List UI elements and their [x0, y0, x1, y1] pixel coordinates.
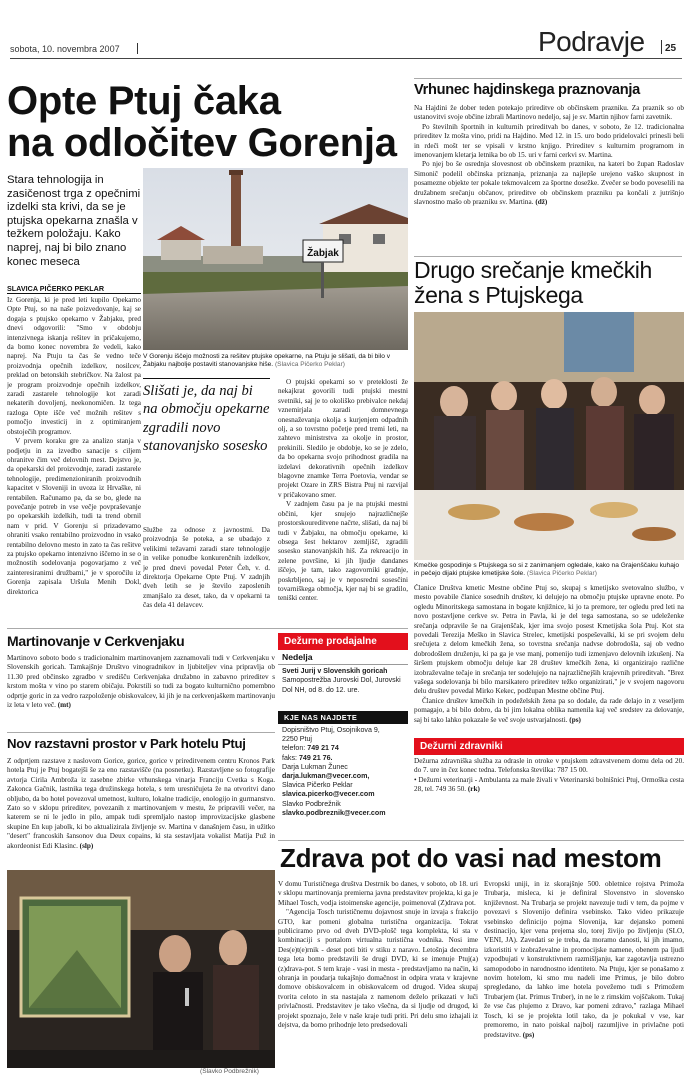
header-separator-2: [661, 40, 662, 54]
martinovanje-author-tag: (mt): [57, 701, 71, 710]
kje-address2: 2250 Ptuj: [282, 735, 312, 744]
razstava-author-tag: (slp): [79, 841, 94, 850]
razstava-rule: [7, 732, 275, 733]
vrhunec-title: Vrhunec hajdinskega praznovanja: [414, 82, 640, 98]
vrhunec-rule: [414, 78, 682, 79]
drugo-body: [414, 584, 684, 734]
dezurne-shop-name: Sveti Jurij v Slovenskih goricah: [282, 668, 388, 675]
martinovanje-text-span: Martinovo soboto bodo s tradicionalnim martinovanjem zaznamovali tudi v Cerkvenjaku v Slovenskih goricah. Tamkajšnje Društvo vinogradnikov in ljubiteljev vina pripravlja ob 11.30 pred občinsko zgradbo v središču Cerkvenjaka družabno in zabavno prireditev s krstom mošta v vino po starem običaju. Pokrstili so tudi za bogato kulturnično pomembno odprtje goric in za vedro razpoloženje obiskovalcev, ki jih je na cerkvenjaškem martinovanju iz leta v leto več.: [7, 654, 275, 710]
kje-email3[interactable]: slavko.podbreznik@vecer.com: [282, 808, 386, 817]
martinovanje-text: [7, 654, 275, 710]
zdrava-rule: [278, 840, 684, 841]
author-rule: [7, 293, 141, 294]
drugo-p1: Članice Društva kmetic Mestne občine Ptuj so, skupaj s kmetijsko svetovalno službo, v mesto povabile članice sosednih društev, ki delujejo na območju ptujske upravne enote. Po ogledu Minoritskega samostana in bogate knjižnice, ki jo ta premore, ter ogledu pred leti na novo postavljene cerkve sv. Petra in Pavla, ki je del tega samostana, so se udeleženke srečanja odpravile še na Grajenščak, kjer ima svojo posest Kmetijska šola Ptuj. Kot sta povedali Terezija Meško in Slavica Strelec, kmetijski pospeševalki, ki se pri svojem delu srečujeta z delom kmečkih žena, so tovrstna srečanja nadvse dobrodošla, saj ob vedno dobrodošlem druženju, ki pa ga je vse manj, pomenijo tudi izmenjavo delovnih izkušenj. Na širšem ptujskem območju deluje kar 28 društev kmečkih žena, ki organizirajo različne izobraževalne tečaje in srečanja ter sodelujejo na najrazličnejših krajevnih prireditvah. "Brez vašega sodelovanja bi bilo marsikatero prireditev težko organizirati," je v svojem nagovoru delu društev povedal Mirko Kekec, podžupan Mestne občine Ptuj.: [414, 584, 684, 696]
razstava-photo: [7, 870, 275, 1068]
main-article-lead: Stara tehnologija in zasičenost trga z opečnimi izdelki sta krivi, da se je ptujska opekarna znašla v težkem položaju. Kako naprej, naj bi bilo znano konec meseca: [7, 174, 141, 268]
vrhunec-p1: Na Hajdini že dober teden potekajo prireditve ob občinskem prazniku. Za praznik so ob ustanovitvi svoje občine izbrali Martinovo nedeljo, saj je sv. Martin njihov farni zavetnik.: [414, 104, 684, 122]
kje-fax-row: [282, 754, 408, 763]
dezurni-zdravniki-body: [414, 757, 684, 807]
kje-address1: Dopisništvo Ptuj, Osojnikova 9,: [282, 726, 380, 734]
razstava-body: [7, 757, 275, 867]
page-number: 25: [665, 43, 677, 54]
main-col1-p2: V prvem koraku gre za analizo stanja v podjetju in za izvedbo sanacije s ciljem ohranitve čim več delovnih mest. Dejstvo je, da opekarski del proizvodnje, zaradi zastarele tehnologije, predimenzioniranih proizvodnih kapacitet v Sloveniji in uvoza iz Hrvaške, ni rentabilen. Računamo pa, da se bo, glede na povečanje potreb in vse večje povpraševanje po opekarskih izdelkih, tudi ta trend obrnil nam v prid. V Gorenju si prizadevamo ohraniti vsako rentabilno proizvodno in vsako rentabilno delovno mesto in zato ta čas rešitve za ptujsko opekarno intenzivno iščemo in se o možnostih sodelovanja pogovarjamo z več zainteresiranimi družbami," je v sporočilu iz Gorenja zapisala Uršula Menih Dokl, direktorica: [7, 437, 141, 596]
main-article-col1: [7, 296, 141, 612]
zdrava-title: Zdrava pot do vasi nad mestom: [280, 843, 662, 873]
opekarna-photo-caption: [143, 353, 408, 370]
kje-person2: Slavica Pičerko Peklar: [282, 781, 353, 790]
page-header: [0, 0, 698, 60]
main-col4-p1: O ptujski opekarni so v preteklosti že nekajkrat govorili tudi ptujski mestni svetniki, saj je to okoliško prebivalce nekdaj vznemirjala zaradi domnevnega onesnaževanja okolja s kurjenjem odpadnih olj, a so tovrstno početje pred tremi leti, na zahtevo ministrstva za okolje in prostor, prekinili. Sledilo je obdobje, ko se je zdelo, da bo opekarna svojo prihodnost gradila na izdelavi dekorativnih opečnih izdelkov blagovne znamke Terra Poetovia, vendar se projekt Ozare in ZRS Bistra Ptuj ni razvijal v pričakovano smer.: [278, 378, 408, 499]
razstava-text: [7, 757, 275, 851]
kje-phone-label: telefon:: [282, 744, 306, 753]
main-article-title: [7, 80, 407, 164]
main-title-line1: Opte Ptuj čaka: [7, 80, 281, 123]
vrhunec-author-tag: (dž): [535, 198, 548, 207]
main-article-col3: [143, 526, 270, 616]
opekarna-caption-credit: (Slavica Pičerko Peklar): [274, 361, 345, 369]
drugo-title-line2: žena s Ptujskega: [414, 282, 583, 308]
kje-person1: Darja Lukman Žunec: [282, 762, 348, 771]
main-col1-p1: Iz Gorenja, ki je pred leti kupilo Opekarno Opte Ptuj, so na naše poizvedovanje, kaj se dogaja s ptujsko opekarno v Žabjaku, pred dnevi odgovorili: "Smo v obdobju intenzivnega iskanja rešitev in pričakujemo, da bomo konec novembra že vedeli, kako naprej. Na Ptuju ta čas še vedno teče proizvodnja opečnih izdelkov, nosilcev, preklad on betonskih stebričkov. Na žalost pa je program proizvodnje opečnih izdelkov, zaradi zastarele tehnologije kot zaradi nekaterih dovoljenj, neekonomičen. Iz tega razloga Opte išče več možnih rešitev s pomočjo investicij in z optimiranjem obstoječih programov.: [7, 296, 141, 436]
kje-email2[interactable]: slavica.picerko@vecer.com: [282, 790, 375, 799]
vrhunec-body: [414, 104, 684, 254]
vrhunec-p3: [414, 160, 684, 207]
kmecke-zene-caption: [414, 562, 684, 579]
main-article-author: SLAVICA PIČERKO PEKLAR: [7, 284, 105, 293]
razstava-photo-credit: (Slavko Podbrežnik): [200, 1068, 260, 1075]
kje-email1[interactable]: darja.lukman@vecer.com,: [282, 772, 370, 781]
drugo-author-tag: (ps): [569, 715, 581, 724]
zdrava-author-tag: (ps): [522, 1030, 535, 1039]
kmecke-zene-photo: [414, 312, 684, 560]
dezurne-shop-text: Samopostrežba Jurovski Dol, Jurovski Dol NH, od 8. do 12. ure.: [282, 677, 401, 694]
kje-person3: Slavko Podbrežnik: [282, 799, 341, 808]
razstava-title: Nov razstavni prostor v Park hotelu Ptuj: [7, 736, 246, 751]
zdrava-col1-p2: "Agencija Tosch turističnemu dojavnost snuje in izvaja s frakcijo GTO, kar pomeni globalna turistična organizacija. Tokrat publiciramo prvo od dveh DVD-plošč tega komplekta, ki sta v kombinaciji s portalom virtualna turistična vodnika. Nosi ime Des(e)t(e)rnik - deset poti biti v stiku z naravo. Letošnja decembra tega leta bomo predstavili še drugi DVD, ki se imenuje Ptuj(a) (z)drava-pot. S tem kraje - vasi in mesta - predstavljamo na način, ki ohranja in poudarja tukajšnjo domačnost in odpira vrata v krajevne domove obiskovalcem in obiskovalcem od drugod. Videa skupaj tvorita celoto in sta nastajala z namenom deželo prikazati v luči privlačnosti. Predstavitev je tako všečna, da si ljudje od drugod, ki projekt spoznajo, žele v naše kraje tudi priti. Pri delu smo izhajali iz dejstva, da bomo prihodnje leto predsedovali: [278, 908, 478, 1030]
dezurni-veterinarji-text: [414, 776, 684, 795]
zdrava-col2: [484, 880, 684, 1070]
opekarna-photo: [143, 168, 408, 350]
kje-nas-najdete-body: [282, 726, 408, 818]
kje-phone[interactable]: 749 21 74: [307, 744, 339, 753]
dezurni-veterinarji-span: • Dežurni veterinarji - Ambulanta za male živali v Veterinarski bolnišnici Ptuj, Ormoška cesta 28, tel. 749 36 50.: [414, 775, 684, 794]
kje-fax-label: faks:: [282, 753, 297, 762]
martinovanje-rule: [7, 628, 408, 629]
opekarna-photo-art: [143, 168, 408, 350]
drugo-p2: [414, 697, 684, 725]
dezurne-day-rule: [278, 664, 408, 665]
drugo-p2-text: Članice društev kmečkih in podeželskih žena pa so dodale, da rade delajo in z veseljem pomagajo, a bi bilo dobro, da bi jim lokalna oblika namenila kaj več sredstev za delovanje, saj bi tako lahko pokazale še več svoje ustvarjalnosti.: [414, 696, 684, 724]
zdrava-col1: [278, 880, 478, 1070]
razstava-photo-art: [7, 870, 275, 1068]
kje-nas-najdete-header: KJE NAS NAJDETE: [278, 711, 408, 724]
header-section: Podravje: [538, 26, 645, 57]
zdrava-col2-text: Evropski uniji, in iz skorajšnje 500. obletnice rojstva Primoža Trubarja, misleca, ki je definiral Slovenstvo in slovensko književnost. Na Trubarja se projekt navezuje tudi v tem, da pojme v povezavi s Slovenijo definira vsebinsko. Tako video prikazuje vsebinsko definicijo pojma Slovenija, kar dejansko pomeni destinacijo, kjer vena prejema slo, torej živijo po življenju (SLO, VENI, JA). Zavedati se je treba, da moramo danosti, ki jih imamo, izkoristiti v izobraževalne in promocijske namene, obenem pa ljudi vzpodbujati v konstruktivnem razmišljanju, kar zagotavlja ustrezno samopodobo in narodnostno identiteto. Na Ptuju, kjer se ponašamo z novim hotelom, ki smo mu nadeli ime Primus, je bilo dobro spregledano, da lahko ime hotela povežemo tudi s Primožem Trubarjem (lat. Primus Truber), in ne le z rimskim vojščakom. Tukaj že vse čas plujemo z Dravo, kar pomeni zdravo," razlaga Mihael Tosch, ki se je projekta lotil tako, da je pokukal v vse, kar premoremo, in nato poiskal najbolj razumljive in privlačne poti predstavitve.: [484, 880, 684, 1039]
martinovanje-body: [7, 654, 275, 726]
kje-phone-row: [282, 744, 408, 753]
dezurne-day: Nedelja: [282, 652, 313, 662]
kmecke-caption-text: Kmečke gospodinje s Ptujskega so si z zanimanjem ogledale, kako na Grajenščaku kuhajo in pečejo dijaki ptujske kmetijske šole.: [414, 562, 679, 578]
dezurne-prodajalne-header: Dežurne prodajalne: [278, 633, 408, 650]
drugo-rule: [414, 256, 682, 257]
main-col3-p1: Službe za odnose z javnostmi. Da proizvodnja še poteka, a se ubadajo z velikimi težavami zaradi stare tehnologije in velike ponudbe konkurenčnih izdelkov, je pred dnevi povedal Peter Čeh, v. d. direktorja Opekarne Opte Ptuj. V zadnjih dveh letih se je število zaposlenih zmanjšalo za deset, tako, da v opekarni ta čas dela 41 delavcev.: [143, 526, 270, 610]
kje-fax: 749 21 76.: [298, 753, 333, 762]
drugo-title-line1: Drugo srečanje kmečkih: [414, 258, 652, 283]
dezurne-body: [282, 667, 406, 707]
zabjak-sign-text: Žabjak: [307, 248, 339, 259]
dezurni-zdravniki-header: Dežurni zdravniki: [414, 738, 684, 755]
pull-quote-rule-top: [143, 378, 270, 379]
header-separator: [137, 43, 138, 54]
main-title-line2: na odločitev Gorenja: [7, 121, 397, 164]
kmecke-zene-photo-art: [414, 312, 684, 560]
drugo-title: [414, 258, 684, 308]
vrhunec-p2: Po številnih športnih in kulturnih prireditvah bo danes, v soboto, že 12. tradicionalna prireditev Iz mošta vino, pridi na Hajdino. Med 12. in 15. uro bodo pridelovalci prinesli beli in rdeči mošt ter se vpisali v krstno knjigo. Prireditev s kulturnim programom in imenovanjem kletarja letnika bo ob 15. uri v farni cerkvi sv. Martina.: [414, 122, 684, 160]
kmecke-caption-credit: (Slavica Pičerko Peklar): [526, 570, 597, 578]
pull-quote: Slišati je, da naj bi na območju opekarne zgradili novo stanovanjsko sosesko: [143, 383, 270, 455]
header-rule: [10, 58, 682, 59]
main-col4-p2: V zadnjem času pa je na ptujski mestni občini, kjer snujejo najrazličnejše prostorskoureditvene načrte, slišati, da naj bi tudi v Žabjaku, na območju opekarne, ki obsega šest hektarov zemljišč, zgradili sosesko stanovanjskih hiš. Za rekreacijo in zelene površine, ki jih ljudje dandanes iščejo, je tam, tako zagovorniki gradnje, poskrbljeno, saj je v neposredni sosesčini tovarniškega območja, kjer naj bi se gradilo, teniški center.: [278, 500, 408, 603]
razstava-text-span: Z odprtjem razstave z naslovom Gorice, gorice, gorice v prireditvenem centru Kronos Park hotela Ptuj je Ptuj bogatejši še za eno razstavišče (na posnetku). Razstavljene so fotografije avtorja Cirila Ambroža iz zasebne zbirke vrhunskega vinarja Franciju Cvetka s Koga. Zakonca Gačnik, lastnika tega družinskega hotela, s tem uresničujeta že na otvoritvi dano obljubo, da bo hotel povezoval umetnost, kulturo, lokalne tradicije, enologijo in gurmanstvo. Zato so v sklopu prireditev, povezanih z martinovanjem v mestu, že pripravili večer, na katerem se ni le jedlo in pilo, ampak tudi spremljalo nastop improvizacijske glasbene skupine En kup jabolk, ki bo aktualizirala življenje sv. Martina v današnjem času, in užitko "desert" francoskih šansonov dua Deux copains, ki sta sestavljata vokalist Matija Puž in akordeonist Edi Klasinc.: [7, 757, 275, 850]
martinovanje-title: Martinovanje v Cerkvenjaku: [7, 633, 185, 649]
vrhunec-p3-text: Po njej bo še osrednja slovesnost ob občinskem prazniku, na kateri bo župan Radoslav Simonič podelil občinska priznanja, priznanja za najlepše urejeno vaško skupnost in posamezne objekte ter pokale tekmovalcem za športne dosežke. Zvečer se bodo poveselili na družabnem srečanju občanov, prireditve ob občinskem prazniku pa končali z jutrišnjo slavnostno mašo ob prazniku sv. Martina.: [414, 160, 684, 207]
zdrava-col1-p1: V domu Turističnega društva Destrnik bo danes, v soboto, ob 18. uri v sklopu martinovanja premierna javna predstavitev projekta, ki ga je Mihael Tosch, vodja istoimenske agencije, poimenoval (Z)drava pot.: [278, 880, 478, 907]
dezurni-author-tag: (rk): [467, 785, 480, 794]
zdrava-col2-p1: [484, 880, 684, 1040]
header-date: sobota, 10. novembra 2007: [10, 44, 120, 54]
main-article-col4: [278, 378, 408, 618]
opekarna-caption-text: V Gorenju iščejo možnosti za rešitev ptujske opekarne, na Ptuju je slišati, da bi bilo v Žabjaku najbolje postaviti stanovanjske hiše.: [143, 353, 391, 369]
dezurni-zdravniki-text: Dežurna zdravniška služba za odrasle in otroke v ptujskem zdravstvenem domu dela od 20. do 7. ure in čez konec tedna. Telefonska številka: 787 15 00.: [414, 757, 684, 775]
